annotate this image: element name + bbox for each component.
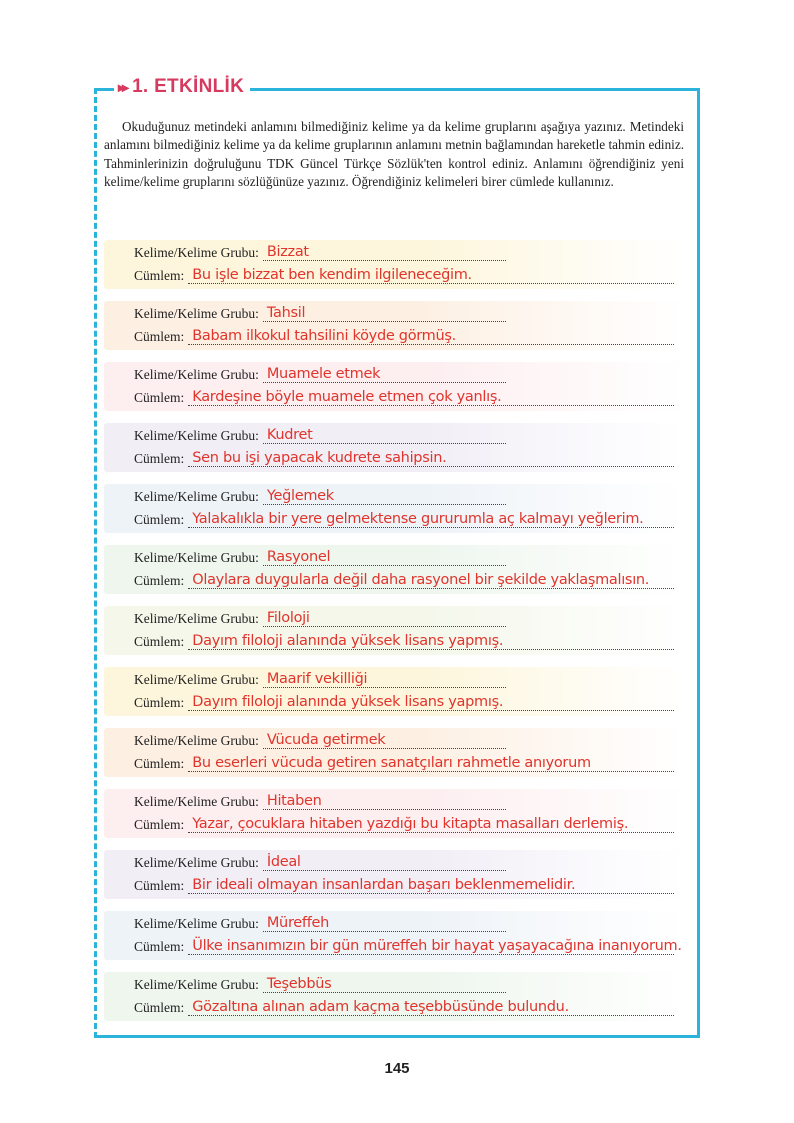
sentence-field[interactable] [188,390,674,406]
sentence-line [134,390,674,406]
handwritten-sentence: Dayım filoloji alanında yüksek lisans yapmış. [192,694,504,710]
entry-row [104,484,684,533]
entry-row [104,362,684,411]
handwritten-word: İdeal [266,854,301,870]
double-arrow-icon: ▸▸ [118,78,127,95]
sentence-line [134,938,682,955]
word-line [134,245,506,261]
sentence-field[interactable] [188,878,674,894]
word-field[interactable] [263,550,506,566]
activity-heading [114,76,250,98]
sentence-label: Cümlem: [134,329,185,344]
word-label: Kelime/Kelime Grubu: [134,855,259,870]
handwritten-word: Teşebbüs [266,976,332,992]
word-label: Kelime/Kelime Grubu: [134,367,259,382]
word-line [134,855,506,871]
handwritten-word: Rasyonel [266,549,331,565]
word-label: Kelime/Kelime Grubu: [134,794,259,809]
sentence-field[interactable] [188,756,674,772]
entry-row [104,850,684,899]
sentence-field[interactable] [188,938,682,955]
word-field[interactable] [263,733,506,749]
word-field[interactable] [263,245,506,261]
word-label: Kelime/Kelime Grubu: [134,306,259,321]
word-field[interactable] [263,672,506,688]
word-label: Kelime/Kelime Grubu: [134,489,259,504]
word-line [134,550,506,566]
word-label: Kelime/Kelime Grubu: [134,245,259,260]
word-line [134,428,506,444]
word-field[interactable] [263,916,506,932]
page-number: 145 [384,1060,410,1077]
word-label: Kelime/Kelime Grubu: [134,428,259,443]
sentence-field[interactable] [188,268,674,284]
entry-row [104,972,684,1021]
word-line [134,916,506,932]
sentence-line [134,756,674,772]
frame-left-dashed-border [94,88,97,1038]
word-line [134,672,506,688]
sentence-label: Cümlem: [134,1000,185,1015]
handwritten-sentence: Kardeşine böyle muamele etmen çok yanlış. [192,389,502,405]
handwritten-word: Bizzat [266,244,309,260]
word-line [134,794,506,810]
sentence-line [134,573,674,589]
sentence-label: Cümlem: [134,939,185,954]
word-label: Kelime/Kelime Grubu: [134,611,259,626]
sentence-label: Cümlem: [134,268,185,283]
word-field[interactable] [263,428,506,444]
word-line [134,733,506,749]
sentence-field[interactable] [188,329,674,345]
entry-row [104,301,684,350]
sentence-line [134,451,674,467]
activity-title: 1. ETKİNLİK [132,76,245,97]
handwritten-sentence: Yazar, çocuklara hitaben yazdığı bu kitapta masalları derlemiş. [192,816,629,832]
sentence-field[interactable] [188,451,674,467]
word-line [134,367,506,383]
sentence-field[interactable] [188,512,674,528]
handwritten-sentence: Bu işle bizzat ben kendim ilgileneceğim. [192,267,472,283]
sentence-field[interactable] [188,1000,674,1016]
handwritten-word: Hitaben [266,793,322,809]
word-line [134,306,506,322]
sentence-line [134,512,674,528]
word-label: Kelime/Kelime Grubu: [134,977,259,992]
entry-row [104,789,684,838]
entry-row [104,606,684,655]
word-field[interactable] [263,794,506,810]
handwritten-sentence: Bu eserleri vücuda getiren sanatçıları rahmetle anıyorum [192,755,591,771]
entry-row [104,545,684,594]
handwritten-sentence: Ülke insanımızın bir gün müreffeh bir hayat yaşayacağına inanıyorum. [192,938,682,954]
sentence-label: Cümlem: [134,695,185,710]
sentence-field[interactable] [188,573,674,589]
sentence-label: Cümlem: [134,390,185,405]
sentence-label: Cümlem: [134,573,185,588]
word-field[interactable] [263,855,506,871]
sentence-label: Cümlem: [134,512,185,527]
word-label: Kelime/Kelime Grubu: [134,672,259,687]
word-label: Kelime/Kelime Grubu: [134,550,259,565]
entry-row [104,728,684,777]
sentence-field[interactable] [188,817,674,833]
word-line [134,977,506,993]
handwritten-sentence: Bir ideali olmayan insanlardan başarı beklenmemelidir. [192,877,576,893]
word-label: Kelime/Kelime Grubu: [134,733,259,748]
word-field[interactable] [263,977,506,993]
sentence-line [134,268,674,284]
sentence-label: Cümlem: [134,634,185,649]
word-label: Kelime/Kelime Grubu: [134,916,259,931]
handwritten-sentence: Babam ilkokul tahsilini köyde görmüş. [192,328,456,344]
handwritten-word: Vücuda getirmek [266,732,386,748]
sentence-line [134,634,674,650]
frame-top-dashed-border [94,88,114,91]
sentence-line [134,878,674,894]
handwritten-word: Filoloji [266,610,310,626]
sentence-line [134,1000,674,1016]
word-field[interactable] [263,367,506,383]
entry-row [104,240,684,289]
handwritten-sentence: Gözaltına alınan adam kaçma teşebbüsünde bulundu. [192,999,569,1015]
sentence-field[interactable] [188,695,674,711]
word-line [134,611,506,627]
word-line [134,489,506,505]
handwritten-word: Kudret [266,427,313,443]
sentence-label: Cümlem: [134,451,185,466]
handwritten-sentence: Olaylara duygularla değil daha rasyonel bir şekilde yaklaşmalısın. [192,572,650,588]
entry-list [104,240,684,1033]
word-field[interactable] [263,611,506,627]
entry-row [104,423,684,472]
sentence-line [134,817,674,833]
handwritten-word: Tahsil [266,305,306,321]
word-field[interactable] [263,306,506,322]
word-field[interactable] [263,489,506,505]
handwritten-word: Müreffeh [266,915,330,931]
handwritten-word: Maarif vekilliği [266,671,368,687]
handwritten-sentence: Yalakalıkla bir yere gelmektense gururumla aç kalmayı yeğlerim. [192,511,644,527]
handwritten-sentence: Dayım filoloji alanında yüksek lisans yapmış. [192,633,504,649]
handwritten-word: Yeğlemek [266,488,334,504]
handwritten-sentence: Sen bu işi yapacak kudrete sahipsin. [192,450,447,466]
sentence-field[interactable] [188,634,674,650]
sentence-line [134,695,674,711]
activity-instructions: Okuduğunuz metindeki anlamını bilmediğiniz kelime ya da kelime gruplarını aşağıya yazınız. Metindeki anlamını bilmediğiniz kelime ya da kelime gruplarının anlamını metnin bağlamından hareketle tahmin ediniz. Tahminlerinizin doğruluğunu TDK Güncel Türkçe Sözlük'ten kontrol ediniz. Anlamını öğrendiğiniz yeni kelime/kelime gruplarını sözlüğünüze yazınız. Öğrendiğiniz kelimeleri birer cümlede kullanınız. [104,119,684,189]
entry-row [104,667,684,716]
entry-row [104,911,684,960]
sentence-label: Cümlem: [134,817,185,832]
sentence-label: Cümlem: [134,878,185,893]
sentence-line [134,329,674,345]
handwritten-word: Muamele etmek [266,366,381,382]
sentence-label: Cümlem: [134,756,185,771]
